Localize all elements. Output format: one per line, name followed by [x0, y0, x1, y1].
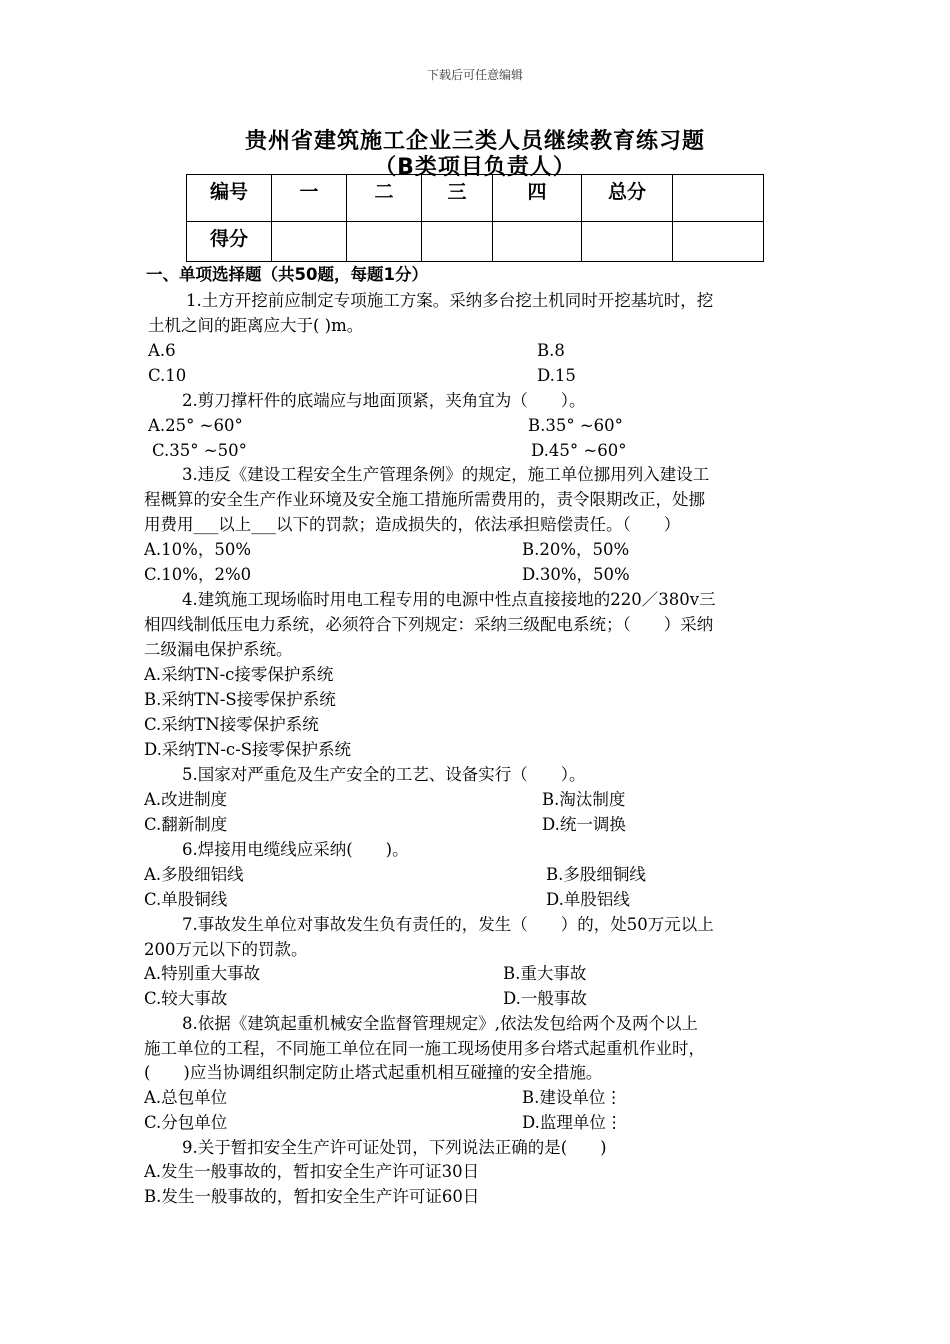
score-cell [673, 222, 764, 262]
option-d: D.采纳TN-c-S接零保护系统 [144, 740, 352, 759]
question-text: 8.依据《建筑起重机械安全监督管理规定》,依法发包给两个及两个以上 [182, 1014, 698, 1033]
option-d: D.单股铝线 [546, 890, 630, 909]
question-text: 2.剪刀撑杆件的底端应与地面顶紧，夹角宜为（ ）。 [182, 391, 586, 410]
score-cell [673, 175, 764, 222]
option-c: C.分包单位 [144, 1113, 228, 1132]
option-c: C.35° ~50° [152, 441, 247, 460]
option-d: D.45° ~60° [531, 441, 627, 460]
question-text: ( )应当协调组织制定防止塔式起重机相互碰撞的安全措施。 [144, 1063, 603, 1082]
option-a: A.多股细铝线 [144, 865, 244, 884]
option-a: A.6 [148, 341, 176, 360]
option-d: D.统一调换 [542, 815, 626, 834]
question-text: 程概算的安全生产作业环境及安全施工措施所需费用的，责令限期改正，处挪 [144, 490, 705, 509]
score-cell [493, 222, 582, 262]
option-c: C.翻新制度 [144, 815, 228, 834]
question-text: 9.关于暂扣安全生产许可证处罚，下列说法正确的是( ) [182, 1138, 607, 1157]
option-a: A.改进制度 [144, 790, 228, 809]
option-b: B.多股细铜线 [546, 865, 646, 884]
question-text: 7.事故发生单位对事故发生负有责任的，发生（ ）的，处50万元以上 [182, 915, 714, 934]
question-text: 相四线制低压电力系统，必须符合下列规定：采纳三级配电系统；（ ）采纳 [144, 615, 714, 634]
question-text: 5.国家对严重危及生产安全的工艺、设备实行（ ）。 [182, 765, 586, 784]
question-text: 4.建筑施工现场临时用电工程专用的电源中性点直接接地的220／380v三 [182, 590, 716, 609]
option-a: A.采纳TN-c接零保护系统 [144, 665, 334, 684]
option-c: C.单股铜线 [144, 890, 228, 909]
option-b: B.发生一般事故的，暂扣安全生产许可证60日 [144, 1187, 480, 1206]
score-cell: 三 [422, 175, 493, 222]
document-subtitle: （B类项目负责人） [374, 155, 576, 180]
score-cell: 得分 [187, 222, 272, 262]
option-c: C.较大事故 [144, 989, 228, 1008]
question-text: 用费用___以上___以下的罚款；造成损失的，依法承担赔偿责任。（ ） [144, 515, 681, 534]
option-b: B.20%，50% [522, 540, 630, 559]
option-a: A.25° ~60° [148, 416, 243, 435]
option-a: A.特别重大事故 [144, 964, 261, 983]
score-cell: 编号 [187, 175, 272, 222]
question-text: 施工单位的工程，不同施工单位在同一施工现场使用多台塔式起重机作业时， [144, 1039, 705, 1058]
score-cell [347, 222, 422, 262]
option-b: B.重大事故 [503, 964, 587, 983]
score-cell [272, 222, 347, 262]
header-note: 下载后可任意编辑 [426, 68, 523, 82]
score-cell: 一 [272, 175, 347, 222]
option-a: A.总包单位 [144, 1088, 228, 1107]
option-d: D.一般事故 [503, 989, 587, 1008]
option-c: C.采纳TN接零保护系统 [144, 715, 319, 734]
question-text: 1.土方开挖前应制定专项施工方案。采纳多台挖土机同时开挖基坑时，挖 [186, 291, 714, 310]
option-a: A.发生一般事故的，暂扣安全生产许可证30日 [144, 1162, 480, 1181]
question-text: 3.违反《建设工程安全生产管理条例》的规定，施工单位挪用列入建设工 [182, 465, 710, 484]
score-cell: 二 [347, 175, 422, 222]
question-text: 土机之间的距离应大于( )m。 [148, 316, 364, 335]
option-b: B.35° ~60° [528, 416, 623, 435]
score-table [186, 174, 764, 262]
document-title: 贵州省建筑施工企业三类人员继续教育练习题 [244, 129, 705, 154]
score-cell: 总分 [582, 175, 673, 222]
option-b: B.采纳TN-S接零保护系统 [144, 690, 336, 709]
section-heading: 一、单项选择题（共50题，每题1分） [146, 265, 428, 284]
option-c: C.10 [148, 366, 187, 385]
question-text: 二级漏电保护系统。 [144, 640, 293, 659]
option-c: C.10%，2%0 [144, 565, 252, 584]
option-d: D.监理单位⋮ [522, 1113, 623, 1132]
option-b: B.建设单位⋮ [522, 1088, 622, 1107]
option-a: A.10%，50% [144, 540, 252, 559]
option-d: D.30%，50% [522, 565, 630, 584]
option-d: D.15 [537, 366, 576, 385]
score-cell [582, 222, 673, 262]
question-text: 6.焊接用电缆线应采纳( )。 [182, 840, 409, 859]
option-b: B.8 [537, 341, 565, 360]
question-text: 200万元以下的罚款。 [144, 940, 308, 959]
option-b: B.淘汰制度 [542, 790, 626, 809]
score-cell: 四 [493, 175, 582, 222]
score-cell [422, 222, 493, 262]
